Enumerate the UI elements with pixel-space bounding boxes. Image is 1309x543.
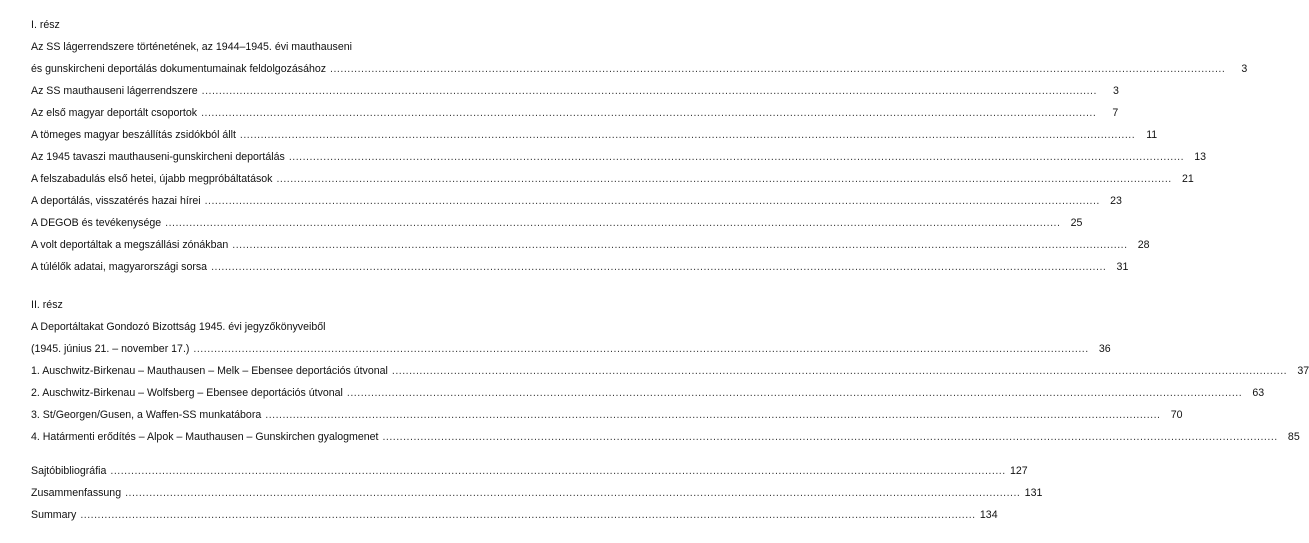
toc-entry bbox=[31, 360, 1309, 382]
dot-leader: .................................................................................................................................................................................................................................................................... bbox=[193, 343, 1089, 355]
dot-leader: .................................................................................................................................................................................................................................................................... bbox=[265, 409, 1161, 421]
dot-leader: .................................................................................................................................................................................................................................................................... bbox=[165, 217, 1061, 229]
toc-entry-title: A volt deportáltak a megszállási zónákban bbox=[31, 239, 229, 251]
toc-entry-title: A túlélők adatai, magyarországi sorsa bbox=[31, 261, 208, 273]
toc-entry-page-number: 7 bbox=[1112, 107, 1119, 119]
part-one-intro-line: Az SS lágerrendszere történetének, az 1944–1945. évi mauthauseni bbox=[31, 41, 352, 53]
toc-entry-title: (1945. június 21. – november 17.) bbox=[31, 343, 190, 355]
toc-entry bbox=[31, 382, 1265, 404]
toc-entry-page-number: 63 bbox=[1252, 387, 1265, 399]
dot-leader: .................................................................................................................................................................................................................................................................... bbox=[382, 431, 1278, 443]
toc-entry-page-number: 37 bbox=[1297, 365, 1309, 377]
back-matter-section bbox=[31, 460, 1043, 526]
toc-entry bbox=[31, 212, 1083, 234]
toc-entry-title: 1. Auschwitz-Birkenau – Mauthausen – Melk – Ebensee deportációs útvonal bbox=[31, 365, 388, 377]
toc-entry-title: A felszabadulás első hetei, újabb megpróbáltatások bbox=[31, 173, 273, 185]
dot-leader: .................................................................................................................................................................................................................................................................... bbox=[239, 129, 1136, 141]
dot-leader: .................................................................................................................................................................................................................................................................... bbox=[80, 509, 976, 521]
toc-entry bbox=[31, 102, 1119, 124]
dot-leader: .................................................................................................................................................................................................................................................................... bbox=[110, 465, 1006, 477]
toc-entry bbox=[31, 460, 1028, 482]
part-two-section bbox=[31, 294, 1309, 448]
toc-entry-page-number: 11 bbox=[1146, 129, 1158, 141]
toc-entry-page-number: 131 bbox=[1024, 487, 1043, 499]
toc-entry-page-number: 31 bbox=[1116, 261, 1129, 273]
part-two-entries bbox=[31, 338, 1309, 448]
toc-entry-page-number: 28 bbox=[1137, 239, 1150, 251]
toc-entry bbox=[31, 168, 1194, 190]
toc-entry bbox=[31, 504, 998, 526]
toc-entry-title: Zusammenfassung bbox=[31, 487, 122, 499]
toc-entry-page-number: 70 bbox=[1170, 409, 1183, 421]
toc-entry-title: Az SS mauthauseni lágerrendszere bbox=[31, 85, 198, 97]
dot-leader: .................................................................................................................................................................................................................................................................... bbox=[232, 239, 1128, 251]
part-one-entries bbox=[31, 58, 1248, 278]
toc-entry bbox=[31, 256, 1129, 278]
toc-entry bbox=[31, 80, 1119, 102]
toc-entry bbox=[31, 146, 1207, 168]
toc-entry bbox=[31, 58, 1248, 80]
toc-entry bbox=[31, 426, 1300, 448]
toc-entry-title: A deportálás, visszatérés hazai hírei bbox=[31, 195, 201, 207]
part-one-section bbox=[31, 14, 1248, 278]
toc-entry-page-number: 134 bbox=[979, 509, 998, 521]
back-matter-entries bbox=[31, 460, 1043, 526]
dot-leader: .................................................................................................................................................................................................................................................................... bbox=[201, 107, 1097, 119]
toc-entry-title: 4. Határmenti erődítés – Alpok – Mauthausen – Gunskirchen gyalogmenet bbox=[31, 431, 379, 443]
toc-entry bbox=[31, 234, 1150, 256]
toc-entry-page-number: 36 bbox=[1098, 343, 1111, 355]
dot-leader: .................................................................................................................................................................................................................................................................... bbox=[276, 173, 1172, 185]
toc-entry-page-number: 13 bbox=[1194, 151, 1207, 163]
toc-entry bbox=[31, 190, 1122, 212]
toc-entry-page-number: 85 bbox=[1287, 431, 1300, 443]
toc-entry-page-number: 23 bbox=[1110, 195, 1122, 207]
toc-entry-title: Summary bbox=[31, 509, 77, 521]
dot-leader: .................................................................................................................................................................................................................................................................... bbox=[125, 487, 1021, 499]
toc-entry-page-number: 3 bbox=[1113, 85, 1119, 97]
dot-leader: .................................................................................................................................................................................................................................................................... bbox=[346, 387, 1243, 399]
dot-leader: .................................................................................................................................................................................................................................................................... bbox=[201, 85, 1097, 97]
part-one-heading: I. rész bbox=[31, 19, 60, 31]
dot-leader: .................................................................................................................................................................................................................................................................... bbox=[391, 365, 1288, 377]
toc-entry-title: és gunskircheni deportálás dokumentumainak feldolgozásához bbox=[31, 63, 327, 75]
dot-leader: .................................................................................................................................................................................................................................................................... bbox=[330, 63, 1226, 75]
toc-entry bbox=[31, 338, 1111, 360]
part-two-heading: II. rész bbox=[31, 299, 63, 311]
toc-entry bbox=[31, 404, 1183, 426]
toc-entry-page-number: 21 bbox=[1181, 173, 1194, 185]
dot-leader: .................................................................................................................................................................................................................................................................... bbox=[204, 195, 1100, 207]
toc-entry-title: A tömeges magyar beszállítás zsidókból állt bbox=[31, 129, 236, 141]
toc-entry bbox=[31, 482, 1043, 504]
toc-entry-title: 3. St/Georgen/Gusen, a Waffen-SS munkatábora bbox=[31, 409, 262, 421]
toc-entry-page-number: 127 bbox=[1009, 465, 1028, 477]
toc-entry-page-number: 3 bbox=[1241, 63, 1248, 75]
toc-entry-title: Az első magyar deportált csoportok bbox=[31, 107, 198, 119]
toc-entry-title: Az 1945 tavaszi mauthauseni-gunskircheni deportálás bbox=[31, 151, 285, 163]
toc-entry-title: 2. Auschwitz-Birkenau – Wolfsberg – Ebensee deportációs útvonal bbox=[31, 387, 343, 399]
toc-entry-title: A DEGOB és tevékenysége bbox=[31, 217, 162, 229]
dot-leader: .................................................................................................................................................................................................................................................................... bbox=[288, 151, 1185, 163]
toc-entry-title: Sajtóbibliográfia bbox=[31, 465, 107, 477]
toc-entry-page-number: 25 bbox=[1070, 217, 1083, 229]
part-two-intro-line: A Deportáltakat Gondozó Bizottság 1945. évi jegyzőkönyveiből bbox=[31, 321, 326, 333]
toc-entry bbox=[31, 124, 1158, 146]
dot-leader: .................................................................................................................................................................................................................................................................... bbox=[211, 261, 1107, 273]
